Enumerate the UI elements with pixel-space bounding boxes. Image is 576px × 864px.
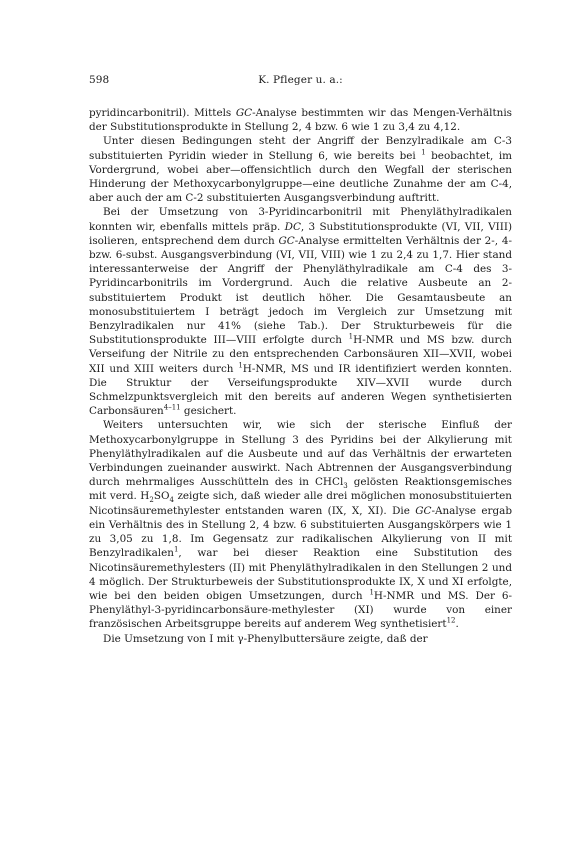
- paragraph: [89, 106, 512, 134]
- text-run: gesichert.: [180, 405, 237, 418]
- superscript: 1: [173, 545, 179, 554]
- superscript: 12: [446, 616, 456, 625]
- superscript: 1: [421, 148, 426, 157]
- italic-term: DC: [284, 220, 301, 233]
- paragraph: [89, 134, 512, 205]
- text-run: Bei der Umsetzung von 3-Pyridincarbonitril mit Phenyläthylradikalen konnten wir, ebenfalls mittels präp.: [89, 206, 512, 233]
- superscript: 1: [348, 332, 354, 341]
- text-run: -Analyse ermittelten Verhältnis der 2-, 4- bzw. 6-subst. Ausgangsverbindung (VI, VII, VIII) wie 1 zu 2,4 zu 1,7. Hier stand interessanterweise der Angriff der Phenyläthylradikale am C-4 des 3-Pyridincarbonitrils im Vordergrund. Auch die relative Ausbeute an 2-substituiertem Produkt ist deutlich höher. Die Gesamtausbeute an monosubstituiertem I beträgt jedoch im Vergleich zur Umsetzung mit Benzylradikalen nur 41% (siehe Tab.). Der Strukturbeweis für die Substitutionsprodukte III—VIII erfolgte durch: [89, 234, 512, 347]
- text-run: beobachtet, im Vordergrund, wobei aber—offensichtlich durch den Wegfall der sterischen Hinderung der Methoxycarbonylgruppe—eine deutliche Zunahme der am C-4, aber auch der am C-2 substituierten Ausgangsverbindung auftritt.: [89, 149, 512, 205]
- page: [89, 74, 512, 646]
- text-run: -Analyse ergab ein Verhältnis des in Stellung 2, 4 bzw. 6 substituierten Ausgangskörpers wie 1 zu 3,05 zu 1,8. Im Gegensatz zur radikalischen Alkylierung von II mit Benzylradikalen: [89, 504, 512, 560]
- page-number: 598: [89, 74, 110, 86]
- text-run: pyridincarbonitril). Mittels: [89, 107, 236, 119]
- text-run: H-NMR, MS und IR identifiziert werden konnten. Die Struktur der Verseifungsprodukte XIV—XVII wurde durch Schmelzpunktsvergleich mit den bereits auf anderen Wegen synthetisierten Carbonsäuren: [89, 362, 512, 418]
- italic-term: GC: [235, 107, 253, 119]
- text-run: Weiters untersuchten wir, wie sich der sterische Einfluß der Methoxycarbonylgruppe in Stellung 3 des Pyridins bei der Alkylierung mit Phenyläthylradikalen auf die Ausbeute und auf das Verhältnis der erwarteten Verbindungen zueinander auswirkt. Nach Abtrennen der Ausgangsverbindung durch mehrmaliges Ausschütteln des in CHCl: [89, 419, 512, 489]
- text-run: -Analyse bestimmten wir das Mengen-Verhältnis der Substitutionsprodukte in Stellung 2, 4 bzw. 6 wie 1 zu 3,4 zu 4,12.: [89, 107, 512, 134]
- text-run: H-NMR und MS. Der 6-Phenyläthyl-3-pyridincarbonsäure-methylester (XI) wurde von einer französischen Arbeitsgruppe bereits auf anderem Weg synthetisiert: [89, 589, 512, 631]
- text-run: , war bei dieser Reaktion eine Substitution des Nicotinsäuremethylesters (II) mit Phenyläthylradikalen in den Stellungen 2 und 4 möglich. Der Strukturbeweis der Substitutionsprodukte IX, X und XI erfolgte, wie bei den beiden obigen Umsetzungen, durch: [89, 547, 512, 602]
- running-head: K. Pfleger u. a.:: [258, 74, 343, 86]
- paragraph: [89, 418, 512, 631]
- italic-term: GC: [278, 234, 295, 247]
- page-header: [89, 74, 512, 90]
- text-run: H-NMR und MS bzw. durch Verseifung der Nitrile zu den entsprechenden Carbonsäuren XII—XVII, wobei XII und XIII weiters durch: [89, 334, 512, 375]
- subscript: 2: [149, 496, 154, 505]
- text-run: gelösten Reaktionsgemisches mit verd. H: [89, 476, 512, 503]
- subscript: 4: [169, 496, 174, 505]
- subscript: 3: [343, 482, 348, 491]
- italic-term: GC: [415, 504, 432, 517]
- article-body: [89, 106, 512, 646]
- text-run: Die Umsetzung von I mit γ-Phenylbuttersäure zeigte, daß der: [103, 632, 428, 645]
- text-run: SO: [153, 490, 170, 503]
- text-run: Unter diesen Bedingungen steht der Angriff der Benzylradikale am C-3 substituierten Pyridin wieder in Stellung 6, wie bereits bei: [89, 135, 512, 162]
- paragraph: [89, 632, 512, 646]
- paragraph: [89, 205, 512, 418]
- superscript: 1: [238, 361, 243, 370]
- text-run: , 3 Substitutionsprodukte (VI, VII, VIII) isolieren, entsprechend dem durch: [89, 220, 513, 247]
- text-run: .: [455, 618, 459, 631]
- text-run: zeigte sich, daß wieder alle drei möglichen monosubstituierten Nicotinsäuremethylester entstanden waren (IX, X, XI). Die: [89, 490, 512, 517]
- superscript: 1: [369, 588, 374, 597]
- superscript: 4–11: [163, 403, 181, 412]
